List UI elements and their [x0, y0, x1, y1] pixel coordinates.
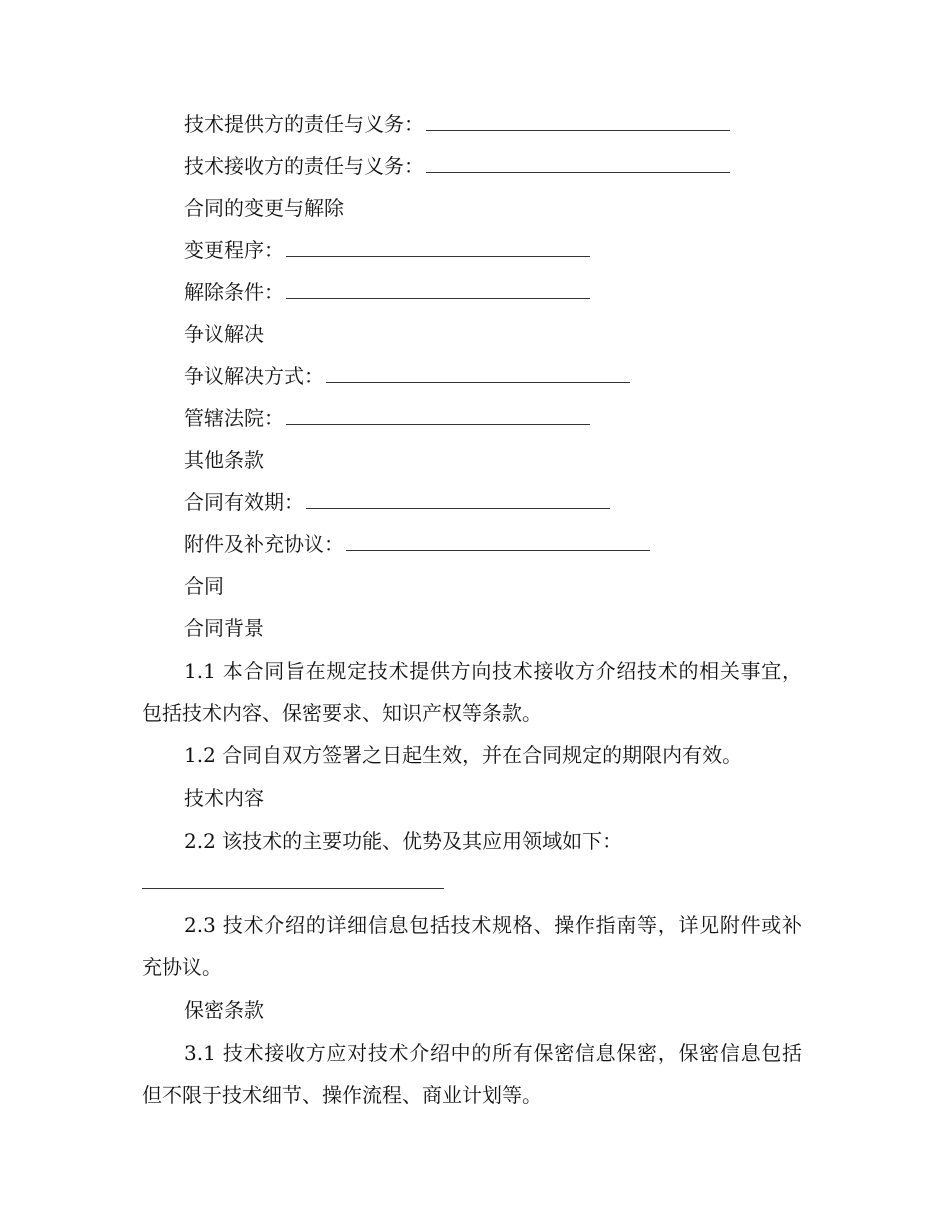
paragraph-2-3: 2.3 技术介绍的详细信息包括技术规格、操作指南等，详见附件或补充协议。: [142, 913, 802, 979]
field-label: 附件及补充协议：: [184, 532, 344, 556]
field-label: 技术提供方的责任与义务：: [184, 112, 424, 136]
fill-blank-line: [326, 362, 630, 383]
fill-blank-line: [286, 236, 590, 257]
field-label: 争议解决方式：: [184, 364, 324, 388]
heading-confidentiality: 保密条款: [184, 998, 264, 1022]
field-receiver-duties: [184, 152, 730, 180]
field-attachments: [184, 530, 650, 558]
field-jurisdiction-court: [184, 404, 590, 432]
field-label: 变更程序：: [184, 238, 284, 262]
field-label: 合同有效期：: [184, 490, 304, 514]
fill-blank-line: [426, 110, 730, 131]
fill-blank-line: [306, 488, 610, 509]
heading-dispute-resolution: 争议解决: [184, 322, 264, 346]
field-label: 管辖法院：: [184, 406, 284, 430]
field-contract-validity: [184, 488, 610, 516]
heading-change-termination: 合同的变更与解除: [184, 196, 344, 220]
fill-blank-line: [142, 888, 444, 889]
fill-blank-line: [346, 530, 650, 551]
paragraph-2-2: 2.2 该技术的主要功能、优势及其应用领域如下：: [184, 829, 623, 853]
heading-contract: 合同: [184, 574, 224, 598]
field-label: 解除条件：: [184, 280, 284, 304]
heading-tech-content: 技术内容: [184, 786, 264, 810]
field-termination-conditions: [184, 278, 590, 306]
field-dispute-method: [184, 362, 630, 390]
field-change-procedure: [184, 236, 590, 264]
fill-blank-line: [426, 152, 730, 173]
fill-blank-line: [286, 278, 590, 299]
fill-blank-line: [286, 404, 590, 425]
field-label: 技术接收方的责任与义务：: [184, 154, 424, 178]
paragraph-1-2: 1.2 合同自双方签署之日起生效，并在合同规定的期限内有效。: [184, 743, 743, 767]
paragraph-1-1: 1.1 本合同旨在规定技术提供方向技术接收方介绍技术的相关事宜，包括技术内容、保密要求、知识产权等条款。: [142, 659, 802, 725]
heading-other-terms: 其他条款: [184, 448, 264, 472]
paragraph-3-1: 3.1 技术接收方应对技术介绍中的所有保密信息保密，保密信息包括但不限于技术细节、操作流程、商业计划等。: [142, 1041, 802, 1107]
heading-contract-background: 合同背景: [184, 616, 264, 640]
field-provider-duties: [184, 110, 730, 138]
